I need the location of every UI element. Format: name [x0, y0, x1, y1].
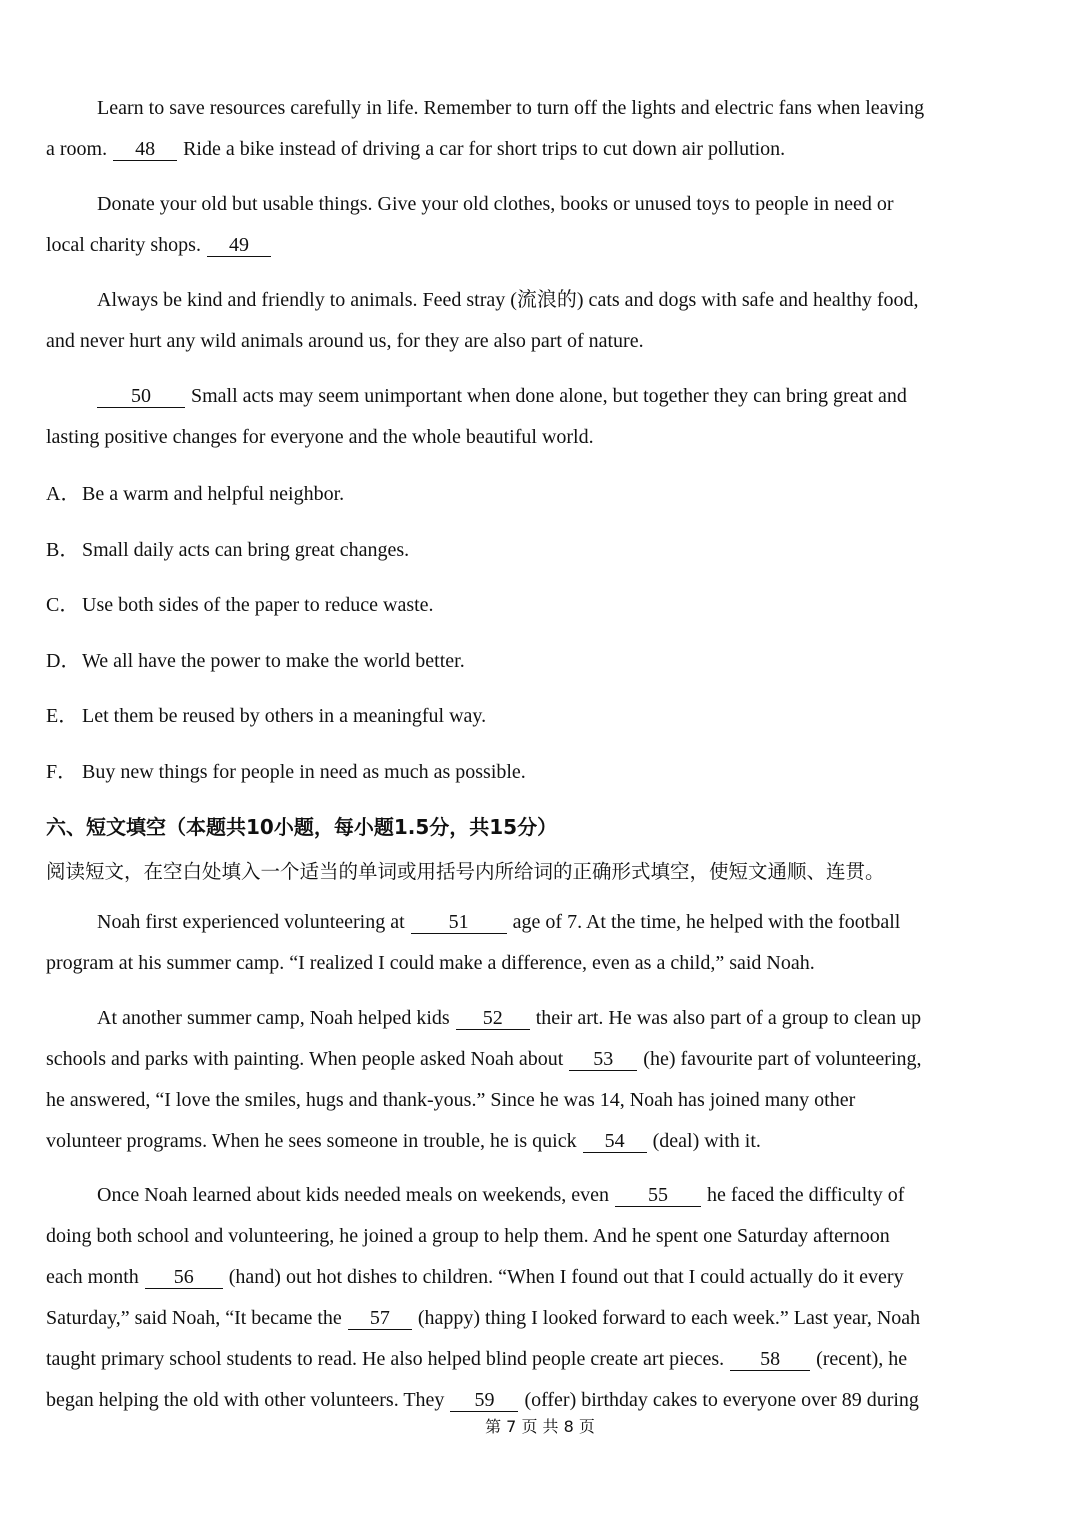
text: and never hurt any wild animals around us, for they are also part of nature.: [46, 330, 644, 352]
blank-56: 56: [145, 1266, 223, 1289]
text: local charity shops.: [46, 234, 201, 256]
text: he faced the difficulty of: [707, 1184, 905, 1206]
option-text: Let them be reused by others in a meaningful way.: [82, 705, 487, 727]
passage-paragraph-3: [46, 1175, 1006, 1421]
option-letter: A．: [46, 483, 81, 505]
option-text: Use both sides of the paper to reduce waste.: [82, 594, 434, 616]
blank-49: 49: [207, 234, 271, 257]
text: Saturday,” said Noah, “It became the: [46, 1307, 342, 1329]
blank-55: 55: [615, 1184, 701, 1207]
blank-54: 54: [583, 1130, 647, 1153]
paragraph-animals: [46, 280, 1006, 362]
text: Small acts may seem unimportant when done alone, but together they can bring great and: [191, 385, 907, 407]
text: Always be kind and friendly to animals. Feed stray (流浪的) cats and dogs with safe and healthy food,: [97, 289, 919, 311]
option-text: Buy new things for people in need as much as possible.: [82, 761, 526, 783]
option-a: [46, 482, 344, 506]
text: lasting positive changes for everyone and the whole beautiful world.: [46, 426, 594, 448]
text: Donate your old but usable things. Give your old clothes, books or unused toys to people in need or: [97, 193, 894, 215]
text: volunteer programs. When he sees someone in trouble, he is quick: [46, 1130, 577, 1152]
text: doing both school and volunteering, he joined a group to help them. And he spent one Saturday afternoon: [46, 1225, 890, 1247]
option-c: [46, 593, 434, 617]
passage-paragraph-2: [46, 998, 1006, 1162]
blank-50: 50: [97, 385, 185, 408]
option-d: [46, 649, 465, 673]
text: (deal) with it.: [652, 1130, 761, 1152]
text: program at his summer camp. “I realized I could make a difference, even as a child,” said Noah.: [46, 952, 815, 974]
blank-57: 57: [348, 1307, 412, 1330]
paragraph-50: [46, 376, 1006, 458]
text: he answered, “I love the smiles, hugs and thank-yous.” Since he was 14, Noah has joined many other: [46, 1089, 856, 1111]
text: their art. He was also part of a group to clean up: [535, 1007, 922, 1029]
blank-51: 51: [411, 911, 507, 934]
text: began helping the old with other volunteers. They: [46, 1389, 445, 1411]
section-instruction: 阅读短文，在空白处填入一个适当的单词或用括号内所给词的正确形式填空，使短文通顺、连贯。: [46, 860, 885, 883]
text: Learn to save resources carefully in life. Remember to turn off the lights and electric fans when leaving: [97, 97, 925, 119]
text: (recent), he: [816, 1348, 908, 1370]
page-footer: 第 7 页 共 8 页: [485, 1417, 595, 1436]
text: Ride a bike instead of driving a car for short trips to cut down air pollution.: [183, 138, 786, 160]
option-f: [46, 760, 526, 784]
text: (offer) birthday cakes to everyone over 89 during: [524, 1389, 919, 1411]
option-letter: D．: [46, 650, 81, 672]
paragraph-48: [46, 88, 1006, 170]
option-letter: C．: [46, 594, 80, 616]
option-e: [46, 704, 486, 728]
option-letter: F．: [46, 761, 78, 783]
blank-53: 53: [569, 1048, 637, 1071]
text: Once Noah learned about kids needed meals on weekends, even: [97, 1184, 610, 1206]
text: age of 7. At the time, he helped with the football: [512, 911, 901, 933]
text: At another summer camp, Noah helped kids: [97, 1007, 450, 1029]
text: (he) favourite part of volunteering,: [643, 1048, 922, 1070]
text: (happy) thing I looked forward to each week.” Last year, Noah: [417, 1307, 921, 1329]
paragraph-49: [46, 184, 1006, 266]
blank-52: 52: [456, 1007, 530, 1030]
blank-48: 48: [113, 138, 177, 161]
option-text: We all have the power to make the world better.: [82, 650, 465, 672]
option-text: Be a warm and helpful neighbor.: [82, 483, 345, 505]
text: (hand) out hot dishes to children. “When I found out that I could actually do it every: [228, 1266, 904, 1288]
passage-paragraph-1: [46, 902, 1006, 984]
text: each month: [46, 1266, 139, 1288]
text: schools and parks with painting. When people asked Noah about: [46, 1048, 564, 1070]
blank-58: 58: [730, 1348, 810, 1371]
text: Noah first experienced volunteering at: [97, 911, 405, 933]
option-text: Small daily acts can bring great changes.: [82, 539, 410, 561]
blank-59: 59: [450, 1389, 518, 1412]
option-letter: E．: [46, 705, 79, 727]
option-b: [46, 538, 409, 562]
text: taught primary school students to read. He also helped blind people create art pieces.: [46, 1348, 725, 1370]
text: a room.: [46, 138, 108, 160]
option-letter: B．: [46, 539, 80, 561]
section-title: 六、短文填空（本题共10小题，每小题1.5分，共15分）: [46, 815, 558, 839]
